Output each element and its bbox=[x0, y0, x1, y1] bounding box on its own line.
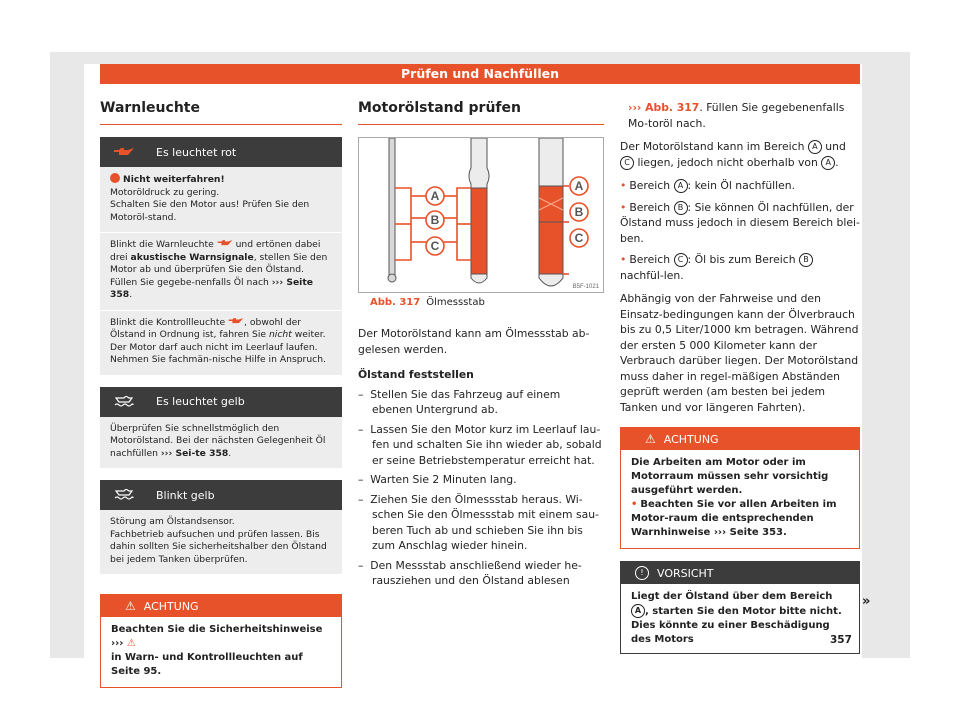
notice-header: ! VORSICHT bbox=[621, 562, 859, 584]
yellow-box: Überprüfen Sie schnellstmöglich den Motorölstand. Bei der nächsten Gelegenheit Öl nachfüllen ››› Sei-te 358. bbox=[100, 417, 342, 469]
bullet-b: • Bereich B : Sie können Öl nachfüllen, der Ölstand muss jedoch in diesem Bereich blei-ben. bbox=[620, 200, 860, 245]
dipstick-figure bbox=[358, 137, 604, 293]
figure-caption: Abb. 317 Ölmessstab bbox=[370, 297, 485, 308]
page-link[interactable]: ››› Seite 353 bbox=[713, 527, 783, 538]
stop-icon bbox=[110, 173, 120, 183]
letter-badge: C bbox=[620, 156, 634, 170]
warning-triangle-icon: ⚠ bbox=[125, 599, 136, 613]
oil-can-icon bbox=[217, 239, 233, 250]
warning-triangle-icon: ⚠ bbox=[645, 432, 656, 446]
bullet-c: • Bereich C : Öl bis zum Bereich B nachfül-len. bbox=[620, 252, 860, 283]
list-item: – Lassen Sie den Motor kurz im Leerlauf lau-fen und schalten Sie ihn wieder ab, sobald er seine Betriebstemperatur erreicht hat. bbox=[358, 422, 602, 467]
subsection-title: Ölstand feststellen bbox=[358, 368, 474, 381]
consumption-text: Abhängig von der Fahrweise und den Einsatz-bedingungen kann der Ölverbrauch bis zu 0,5 Liter/1000 km betragen. Während der ersten 5 000 Kilometer kann der Verbrauch darüber liegen. Der Motorölstand muss daher in regel-mäßigen Abständen geprüft werden (am besten bei jedem Tanken und vor längeren Fahrten). bbox=[620, 292, 859, 414]
caution-body: Die Arbeiten am Motor oder im Motorraum müssen sehr vorsichtig ausgeführt werden. • Beachten Sie vor allen Arbeiten im Motor-raum die entsprechenden Warnhinweise ››› Seite 353. bbox=[631, 457, 837, 538]
section-title: Warnleuchte bbox=[100, 96, 342, 125]
blink-warning-header: Blinkt gelb bbox=[100, 480, 342, 510]
oil-level-icon bbox=[100, 489, 148, 501]
notice-box bbox=[620, 561, 860, 654]
letter-badge: A bbox=[808, 140, 822, 154]
column-continued bbox=[620, 96, 860, 654]
figure-code: B5F-1021 bbox=[572, 284, 599, 290]
column-warnleuchte bbox=[100, 96, 342, 688]
page-link[interactable]: ››› Seite 358 bbox=[110, 276, 313, 300]
caution-body: Beachten Sie die Sicherheitshinweise ››› ⚠ in Warn- und Kontrollleuchten auf Seite 95. bbox=[111, 624, 323, 677]
label-c: C bbox=[430, 239, 440, 253]
list-item: – Warten Sie 2 Minuten lang. bbox=[358, 473, 517, 486]
red-control-box: Blinkt die Kontrollleuchte , obwohl der Ölstand in Ordnung ist, fahren Sie nicht weiter. Der Motor darf auch nicht im Leerlauf laufen. Nehmen Sie fachmän-nische Hilfe in Anspruch. bbox=[100, 310, 342, 375]
list-item: – Ziehen Sie den Ölmessstab heraus. Wi-schen Sie den Ölmessstab mit einem sau-beren Tuch ab und schieben Sie ihn bis zum Anschlag wieder hinein. bbox=[358, 492, 599, 552]
page-number: 357 bbox=[830, 634, 852, 646]
range-text: Der Motorölstand kann im Bereich A und C liegen, jedoch nicht oberhalb von A . bbox=[620, 140, 846, 169]
page-link[interactable]: ››› Sei-te 358 bbox=[160, 447, 229, 459]
blink-box: Störung am Ölstandsensor. Fachbetrieb aufsuchen und prüfen lassen. Bis dahin sollten Sie sicherheitshalber den Ölstand bei jedem Tanken überprüfen. bbox=[100, 510, 342, 574]
red-stop-box: Nicht weiterfahren! Motoröldruck zu gering. Schalten Sie den Motor aus! Prüfen Sie den Motoröl-stand. bbox=[100, 167, 342, 232]
red-blink-box: Blinkt die Warnleuchte und ertönen dabei drei akustische Warnsignale, stellen Sie den Motor ab und überprüfen Sie den Ölstand. Füllen Sie gegebe-nenfalls Öl nach ››› Seite 358. bbox=[100, 232, 342, 310]
caution-box bbox=[620, 427, 860, 549]
continued-text: ››› Abb. 317. Füllen Sie gegebenenfalls Mo-toröl nach. bbox=[628, 101, 845, 130]
bullet-a: • Bereich A : kein Öl nachfüllen. bbox=[620, 179, 796, 192]
letter-badge: A bbox=[821, 156, 835, 170]
yellow-warning-header: Es leuchtet gelb bbox=[100, 387, 342, 417]
dipstick-illustration bbox=[359, 138, 603, 292]
info-circle-icon: ! bbox=[635, 566, 649, 580]
notice-body: Liegt der Ölstand über dem Bereich A , starten Sie den Motor bitte nicht. Dies könnte zu einer Beschädigung des Motors bbox=[631, 591, 842, 645]
warning-triangle-icon: ⚠ bbox=[126, 638, 136, 649]
red-warning-header: Es leuchtet rot bbox=[100, 137, 342, 167]
caution-header: ⚠ ACHTUNG bbox=[101, 595, 341, 617]
list-item: – Den Messstab anschließend wieder he-rausziehen und den Ölstand ablesen bbox=[358, 558, 582, 587]
label-a: A bbox=[430, 189, 440, 203]
oil-level-icon bbox=[100, 396, 148, 408]
oil-can-icon bbox=[228, 317, 244, 328]
intro-text: Der Motorölstand kann am Ölmessstab ab-gelesen werden. bbox=[358, 327, 590, 356]
column-oelstand bbox=[358, 96, 604, 593]
label-b: B bbox=[430, 213, 440, 227]
label-a: A bbox=[574, 179, 584, 193]
label-b: B bbox=[574, 205, 584, 219]
caution-header: ⚠ ACHTUNG bbox=[621, 428, 859, 450]
continue-marker: » bbox=[862, 594, 871, 609]
section-title: Motorölstand prüfen bbox=[358, 96, 604, 125]
caution-box bbox=[100, 594, 342, 688]
list-item: – Stellen Sie das Fahrzeug auf einem ebenen Untergrund ab. bbox=[358, 387, 561, 416]
figure-link[interactable]: ››› Abb. 317 bbox=[628, 101, 700, 114]
oil-can-icon bbox=[100, 147, 148, 157]
steps-list bbox=[358, 387, 604, 589]
chapter-header: Prüfen und Nachfüllen bbox=[100, 64, 860, 84]
label-c: C bbox=[574, 231, 584, 245]
